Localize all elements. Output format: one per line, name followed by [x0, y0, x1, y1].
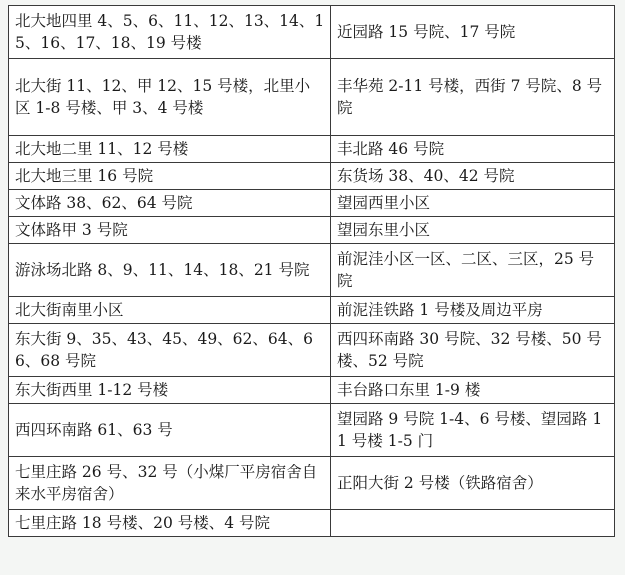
table-row — [9, 404, 615, 457]
table-row — [9, 190, 615, 217]
table-cell: 北大街南里小区 — [9, 297, 331, 324]
table-cell: 文体路甲 3 号院 — [9, 217, 331, 244]
table-cell: 东货场 38、40、42 号院 — [331, 163, 615, 190]
table-row — [9, 6, 615, 59]
table-cell: 东大街西里 1-12 号楼 — [9, 377, 331, 404]
table-row — [9, 297, 615, 324]
table-cell: 北大地二里 11、12 号楼 — [9, 136, 331, 163]
table-row — [9, 163, 615, 190]
table-cell: 丰华苑 2-11 号楼，西街 7 号院、8 号院 — [331, 59, 615, 136]
table-cell: 西四环南路 61、63 号 — [9, 404, 331, 457]
table-cell: 丰北路 46 号院 — [331, 136, 615, 163]
table-row — [9, 136, 615, 163]
table-cell — [331, 510, 615, 537]
table-cell: 北大地三里 16 号院 — [9, 163, 331, 190]
table-row — [9, 457, 615, 510]
table-row — [9, 324, 615, 377]
table-row — [9, 510, 615, 537]
table-row — [9, 377, 615, 404]
table-cell: 游泳场北路 8、9、11、14、18、21 号院 — [9, 244, 331, 297]
table-cell: 前泥洼铁路 1 号楼及周边平房 — [331, 297, 615, 324]
table-cell: 望园西里小区 — [331, 190, 615, 217]
address-table — [8, 5, 615, 537]
table-cell: 北大街 11、12、甲 12、15 号楼，北里小区 1-8 号楼、甲 3、4 号楼 — [9, 59, 331, 136]
table-row — [9, 59, 615, 136]
table-row — [9, 244, 615, 297]
table-cell: 丰台路口东里 1-9 楼 — [331, 377, 615, 404]
table-cell: 北大地四里 4、5、6、11、12、13、14、15、16、17、18、19 号楼 — [9, 6, 331, 59]
table-cell: 近园路 15 号院、17 号院 — [331, 6, 615, 59]
table-cell: 西四环南路 30 号院、32 号楼、50 号楼、52 号院 — [331, 324, 615, 377]
table-cell: 前泥洼小区一区、二区、三区，25 号院 — [331, 244, 615, 297]
table-cell: 文体路 38、62、64 号院 — [9, 190, 331, 217]
table-row — [9, 217, 615, 244]
table-cell: 望园路 9 号院 1-4、6 号楼、望园路 11 号楼 1-5 门 — [331, 404, 615, 457]
table-cell: 东大街 9、35、43、45、49、62、64、66、68 号院 — [9, 324, 331, 377]
table-cell: 望园东里小区 — [331, 217, 615, 244]
table-cell: 七里庄路 18 号楼、20 号楼、4 号院 — [9, 510, 331, 537]
table-cell: 七里庄路 26 号、32 号（小煤厂平房宿舍自来水平房宿舍） — [9, 457, 331, 510]
table-cell: 正阳大街 2 号楼（铁路宿舍） — [331, 457, 615, 510]
